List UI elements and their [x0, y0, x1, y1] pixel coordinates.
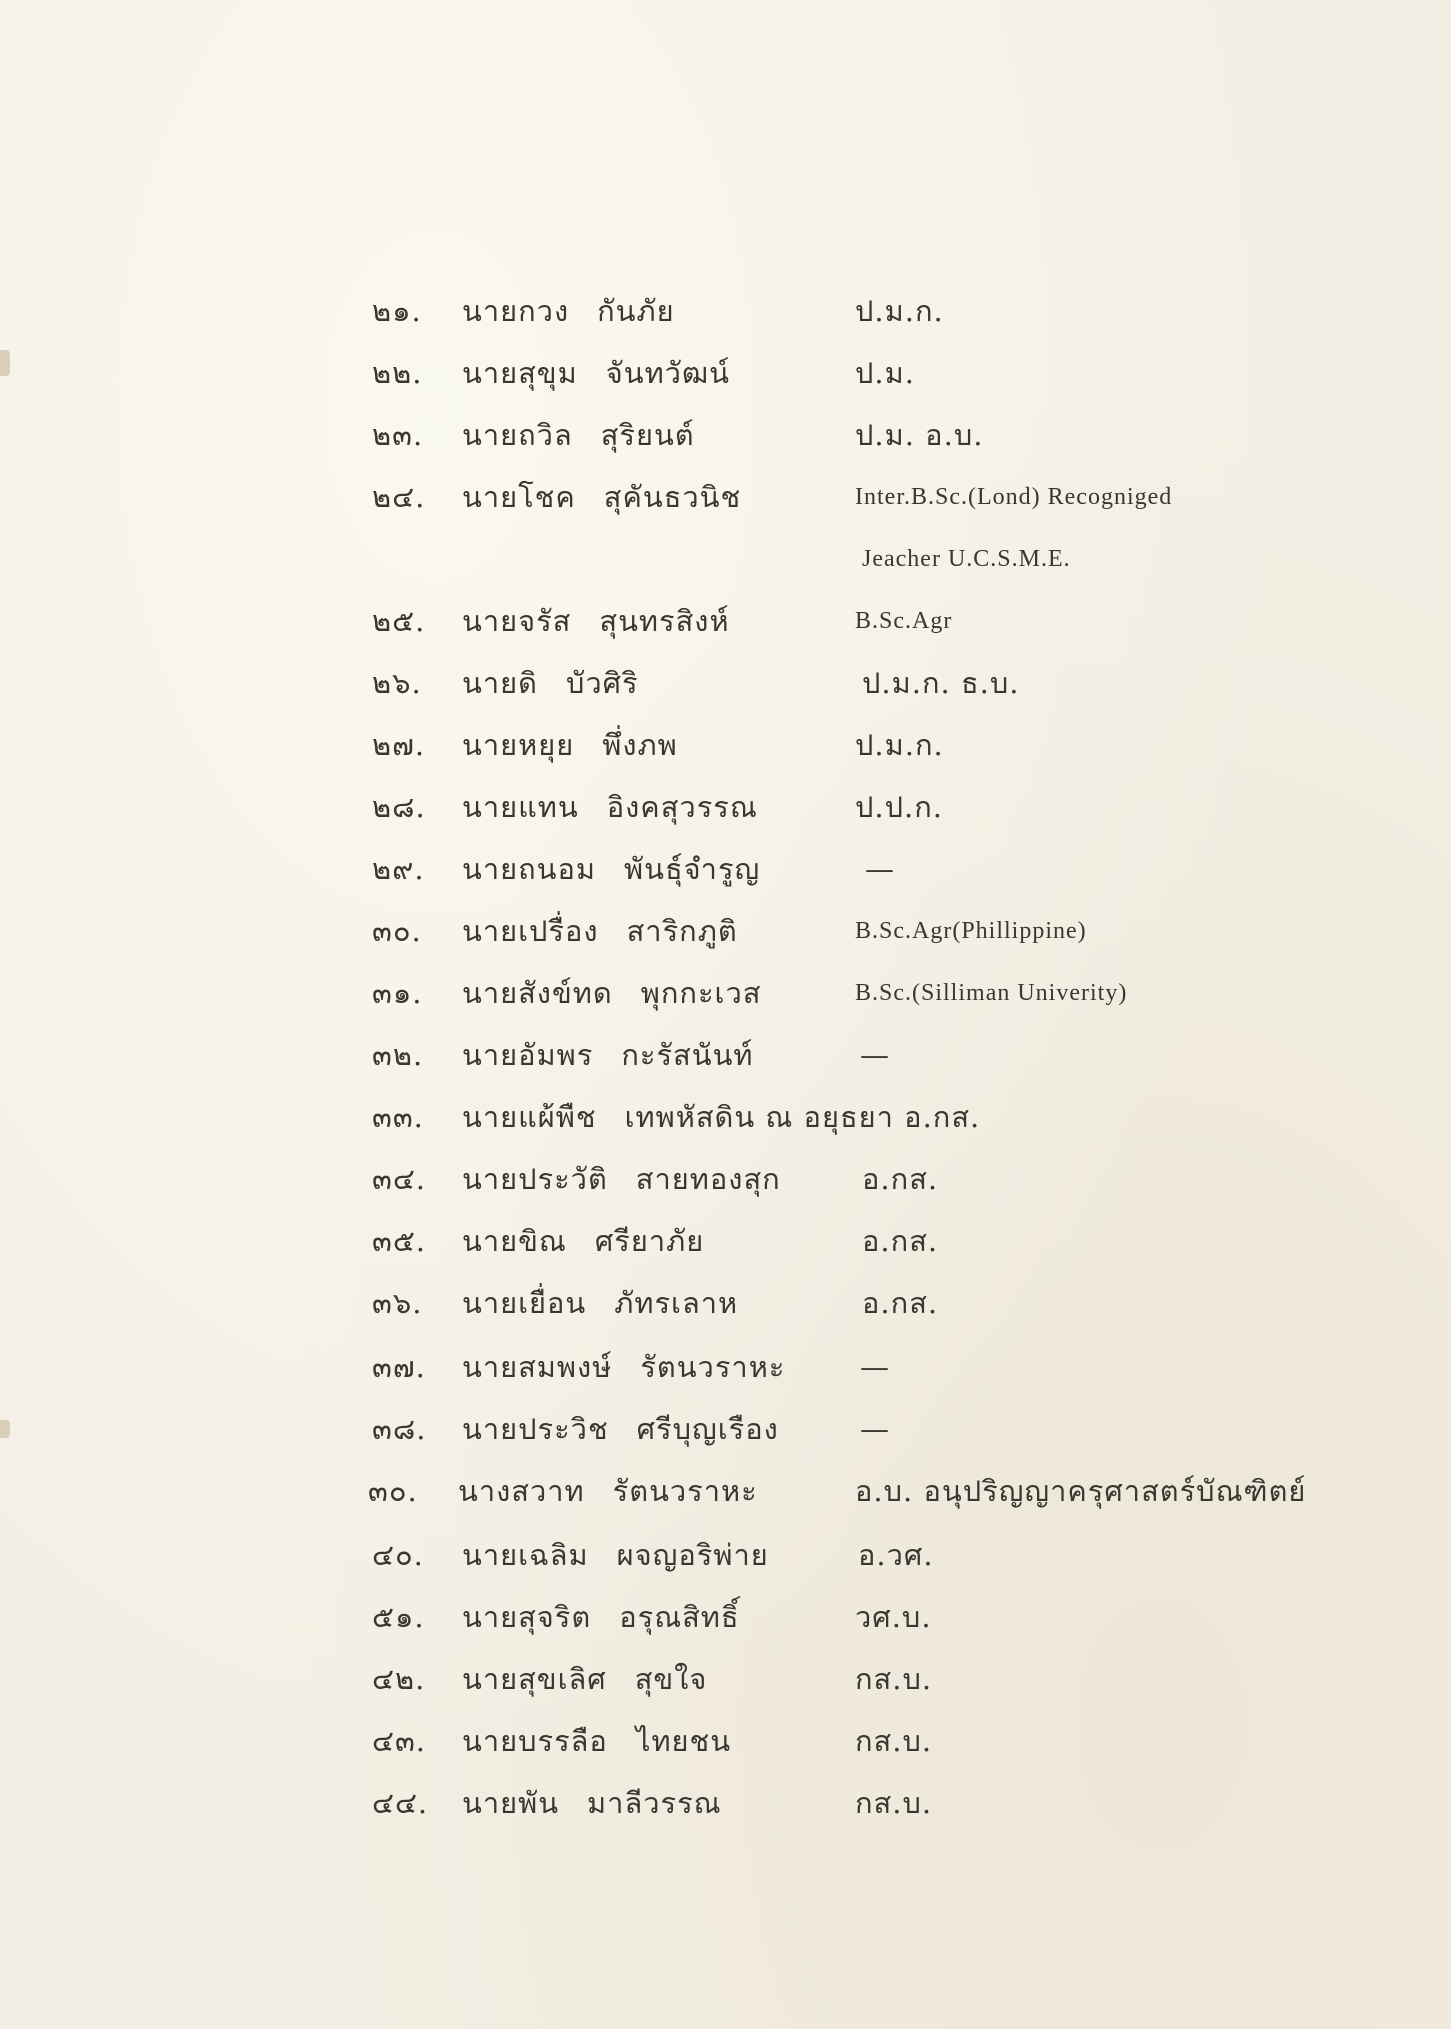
roster-row — [0, 404, 1451, 466]
qualification: ป.ม. — [855, 356, 915, 390]
roster-row — [0, 900, 1451, 962]
qualification: Inter.B.Sc.(Lond) Recogniged — [855, 484, 1173, 510]
roster-row — [0, 1272, 1451, 1334]
row-number: ๒๗. — [372, 728, 426, 762]
person-name: นายสุขุม จันทวัฒน์ — [462, 356, 730, 390]
person-name: นายถวิล สุริยนต์ — [462, 418, 695, 452]
person-name: นายสุขเลิศ สุขใจ — [462, 1662, 708, 1696]
row-number: ๒๑. — [372, 294, 422, 328]
qualification: อ.บ. อนุปริญญาครุศาสตร์บัณฑิตย์ — [855, 1474, 1307, 1508]
qualification: ป.ม.ก. — [855, 728, 944, 762]
roster-row — [0, 466, 1451, 528]
row-number: ๒๖. — [372, 666, 422, 700]
person-name: นายสุจริต อรุณสิทธิ์ — [462, 1600, 740, 1634]
row-number: ๒๕. — [372, 604, 426, 638]
person-name: นายประวิช ศรีบุญเรือง — [462, 1412, 779, 1446]
person-name: นายเปรื่อง สาริกภูติ — [462, 914, 738, 948]
roster-row — [0, 1586, 1451, 1648]
row-number: ๒๓. — [372, 418, 424, 452]
row-number: ๒๒. — [372, 356, 423, 390]
roster-row — [0, 776, 1451, 838]
row-number: ๓๐. — [372, 914, 422, 948]
row-number: ๓๔. — [372, 1162, 426, 1196]
person-name: นายกวง กันภัย — [462, 294, 675, 328]
person-name: นายสมพงษ์ รัตนวราหะ — [462, 1350, 786, 1384]
roster-row — [0, 714, 1451, 776]
row-number: ๓๓. — [372, 1100, 424, 1134]
qualification: กส.บ. — [855, 1662, 933, 1696]
roster-row — [0, 1336, 1451, 1398]
roster-row — [0, 1148, 1451, 1210]
row-number: ๕๑. — [372, 1600, 425, 1634]
row-number: ๒๔. — [372, 480, 426, 514]
person-name: นายแผ้พืช เทพหัสดิน ณ อยุธยา อ.กส. — [462, 1100, 981, 1134]
person-name: นายแทน อิงคสุวรรณ — [462, 790, 758, 824]
roster-row — [0, 962, 1451, 1024]
row-number: ๔๒. — [372, 1662, 426, 1696]
roster-row-continuation — [0, 528, 1451, 590]
qualification: — — [860, 1412, 890, 1446]
row-number: ๔๐. — [372, 1538, 424, 1572]
person-name: นายถนอม พันธุ์จำรูญ — [462, 852, 761, 886]
roster-row — [0, 1648, 1451, 1710]
row-number: ๓๘. — [372, 1412, 427, 1446]
row-number: ๔๔. — [372, 1786, 429, 1820]
qualification: อ.กส. — [862, 1162, 939, 1196]
roster-row — [0, 1772, 1451, 1834]
qualification: อ.กส. — [862, 1286, 939, 1320]
qualification: ป.ม.ก. ธ.บ. — [862, 666, 1020, 700]
roster-row — [0, 1524, 1451, 1586]
person-name: นางสวาท รัตนวราหะ — [458, 1474, 758, 1508]
person-name: นายประวัติ สายทองสุก — [462, 1162, 781, 1196]
roster-row — [0, 652, 1451, 714]
qualification: — — [865, 852, 895, 886]
person-name: นายจรัส สุนทรสิงห์ — [462, 604, 730, 638]
roster-row — [0, 838, 1451, 900]
qualification: ป.ม. อ.บ. — [855, 418, 984, 452]
person-name: นายเยื่อน ภัทรเลาห — [462, 1286, 739, 1320]
person-name: นายบรรลือ ไทยชน — [462, 1724, 732, 1758]
qualification: B.Sc.(Silliman Univerity) — [855, 980, 1128, 1006]
roster-row — [0, 342, 1451, 404]
person-name: นายสังข์ทด พุกกะเวส — [462, 976, 762, 1010]
qualification: B.Sc.Agr(Phillippine) — [855, 918, 1087, 944]
roster-row — [0, 1024, 1451, 1086]
person-name: นายโชค สุคันธวนิช — [462, 480, 742, 514]
person-name: นายขิณ ศรียาภัย — [462, 1224, 705, 1258]
row-number: ๓๐. — [368, 1474, 418, 1508]
roster-row — [0, 1086, 1451, 1148]
qualification: Jeacher U.C.S.M.E. — [862, 546, 1071, 572]
person-name: นายเฉลิม ผจญอริพ่าย — [462, 1538, 769, 1572]
qualification: กส.บ. — [855, 1786, 933, 1820]
qualification: B.Sc.Agr — [855, 608, 953, 634]
row-number: ๓๒. — [372, 1038, 424, 1072]
roster-row — [0, 1460, 1451, 1522]
roster-row — [0, 1398, 1451, 1460]
person-name: นายอัมพร กะรัสนันท์ — [462, 1038, 754, 1072]
roster-row — [0, 280, 1451, 342]
qualification: ป.ม.ก. — [855, 294, 944, 328]
qualification: วศ.บ. — [855, 1600, 932, 1634]
qualification: อ.วศ. — [858, 1538, 934, 1572]
row-number: ๓๖. — [372, 1286, 423, 1320]
person-name: นายหยุย พึ่งภพ — [462, 728, 678, 762]
person-name: นายดิ บัวศิริ — [462, 666, 639, 700]
qualification: — — [860, 1350, 890, 1384]
row-number: ๒๘. — [372, 790, 426, 824]
qualification: อ.กส. — [862, 1224, 939, 1258]
qualification: กส.บ. — [855, 1724, 933, 1758]
row-number: ๒๙. — [372, 852, 425, 886]
row-number: ๓๕. — [372, 1224, 426, 1258]
roster-row — [0, 1210, 1451, 1272]
qualification: ป.ป.ก. — [855, 790, 944, 824]
row-number: ๔๓. — [372, 1724, 426, 1758]
roster-row — [0, 590, 1451, 652]
person-name: นายพัน มาลีวรรณ — [462, 1786, 722, 1820]
qualification: — — [860, 1038, 890, 1072]
row-number: ๓๗. — [372, 1350, 426, 1384]
row-number: ๓๑. — [372, 976, 423, 1010]
roster-row — [0, 1710, 1451, 1772]
